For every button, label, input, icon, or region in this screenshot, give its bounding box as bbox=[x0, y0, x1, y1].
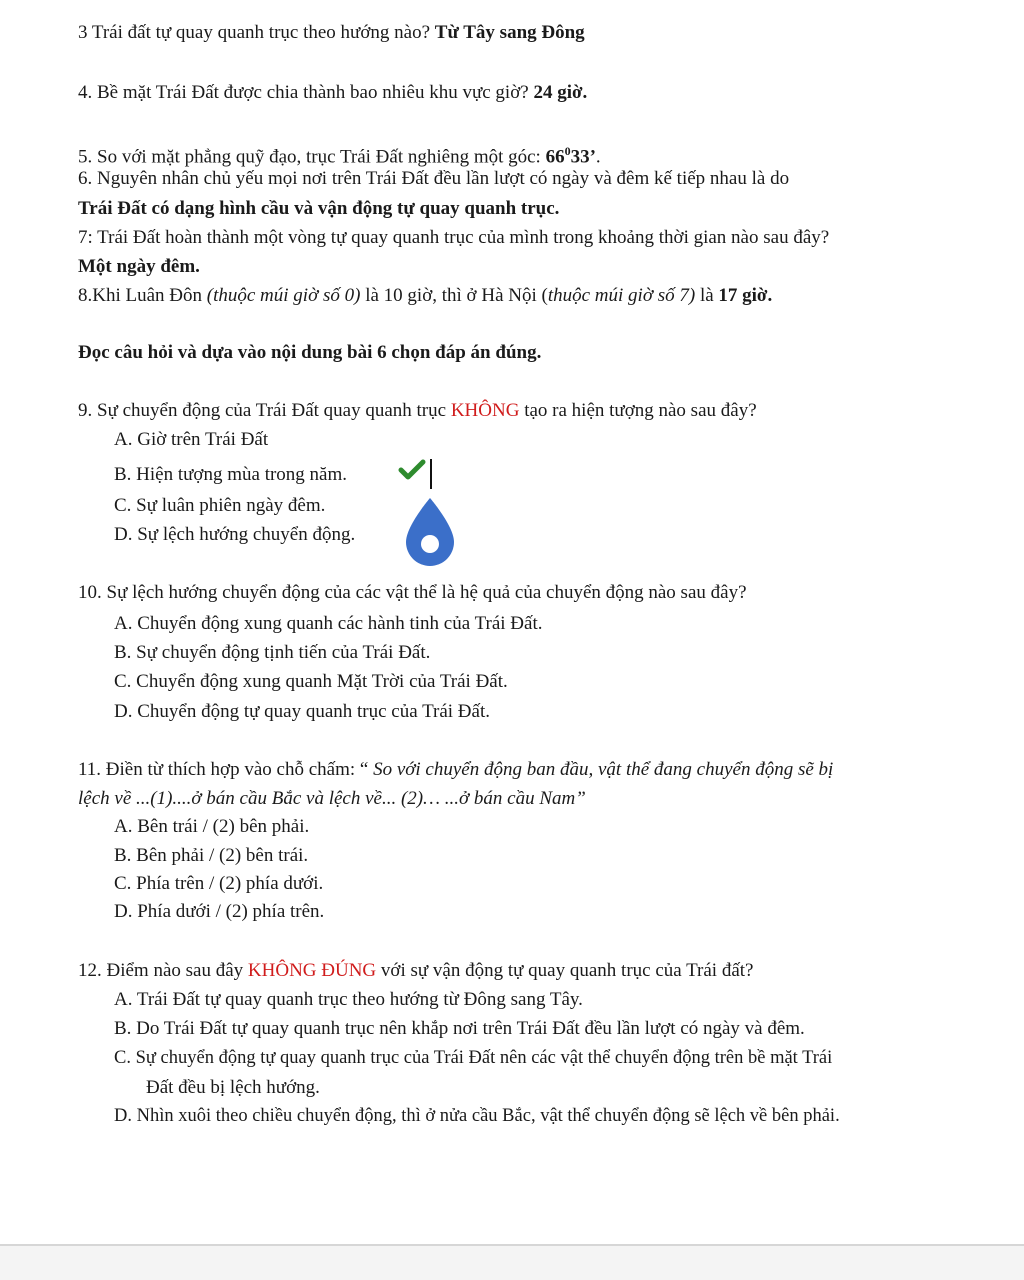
section-heading: Đọc câu hỏi và dựa vào nội dung bài 6 chọn đáp án đúng. bbox=[78, 342, 542, 363]
question-7: 7: Trái Đất hoàn thành một vòng tự quay quanh trục của mình trong khoảng thời gian nào sau đây? bbox=[78, 227, 830, 248]
question-11: 11. Điền từ thích hợp vào chỗ chấm: “ So với chuyển động ban đầu, vật thể đang chuyển động sẽ bị bbox=[78, 759, 834, 780]
text-cursor bbox=[430, 459, 432, 489]
q12-option-b: B. Do Trái Đất tự quay quanh trục nên khắp nơi trên Trái Đất đều lần lượt có ngày và đêm. bbox=[114, 1018, 805, 1039]
q10-option-d: D. Chuyển động tự quay quanh trục của Trái Đất. bbox=[114, 701, 490, 722]
q12-option-a: A. Trái Đất tự quay quanh trục theo hướng từ Đông sang Tây. bbox=[114, 989, 583, 1010]
question-6-answer: Trái Đất có dạng hình cầu và vận động tự quay quanh trục. bbox=[78, 198, 560, 219]
q9-option-d: D. Sự lệch hướng chuyển động. bbox=[114, 524, 356, 545]
q9-option-c: C. Sự luân phiên ngày đêm. bbox=[114, 495, 326, 516]
q9-option-a: A. Giờ trên Trái Đất bbox=[114, 429, 269, 450]
question-12: 12. Điểm nào sau đây KHÔNG ĐÚNG với sự vận động tự quay quanh trục của Trái đất? bbox=[78, 960, 754, 981]
question-3: 3 Trái đất tự quay quanh trục theo hướng nào? Từ Tây sang Đông bbox=[78, 22, 585, 43]
q11-option-d: D. Phía dưới / (2) phía trên. bbox=[114, 901, 325, 922]
question-6: 6. Nguyên nhân chủ yếu mọi nơi trên Trái Đất đều lần lượt có ngày và đêm kế tiếp nhau là do bbox=[78, 168, 790, 189]
page-gap bbox=[0, 1246, 1024, 1280]
question-4: 4. Bề mặt Trái Đất được chia thành bao nhiêu khu vực giờ? 24 giờ. bbox=[78, 82, 588, 103]
q12-option-c: C. Sự chuyển động tự quay quanh trục của Trái Đất nên các vật thể chuyển động trên bề mặt Trái bbox=[114, 1048, 833, 1068]
question-11-cont: lệch về ...(1)....ở bán cầu Bắc và lệch về... (2)… ...ở bán cầu Nam” bbox=[78, 788, 586, 809]
text-selection-handle-icon[interactable] bbox=[402, 496, 458, 568]
checkmark-icon bbox=[398, 459, 426, 481]
q11-option-b: B. Bên phải / (2) bên trái. bbox=[114, 845, 309, 866]
q9-option-b: B. Hiện tượng mùa trong năm. bbox=[114, 464, 348, 485]
question-8: 8.Khi Luân Đôn (thuộc múi giờ số 0) là 10 giờ, thì ở Hà Nội (thuộc múi giờ số 7) là 17 giờ. bbox=[78, 285, 773, 306]
q10-option-a: A. Chuyển động xung quanh các hành tinh của Trái Đất. bbox=[114, 613, 543, 634]
q11-option-c: C. Phía trên / (2) phía dưới. bbox=[114, 873, 324, 894]
question-5: 5. So với mặt phẳng quỹ đạo, trục Trái Đất nghiêng một góc: $66^033$’. bbox=[78, 144, 601, 168]
question-10: 10. Sự lệch hướng chuyển động của các vật thể là hệ quả của chuyển động nào sau đây? bbox=[78, 582, 747, 603]
q11-option-a: A. Bên trái / (2) bên phải. bbox=[114, 816, 310, 837]
q12-option-c-cont: Đất đều bị lệch hướng. bbox=[146, 1077, 320, 1098]
question-9: 9. Sự chuyển động của Trái Đất quay quanh trục KHÔNG tạo ra hiện tượng nào sau đây? bbox=[78, 400, 757, 421]
question-7-answer: Một ngày đêm. bbox=[78, 256, 200, 277]
q10-option-c: C. Chuyển động xung quanh Mặt Trời của Trái Đất. bbox=[114, 671, 508, 692]
q12-option-d: D. Nhìn xuôi theo chiều chuyển động, thì ở nửa cầu Bắc, vật thể chuyển động sẽ lệch về bên phải. bbox=[114, 1106, 840, 1126]
q10-option-b: B. Sự chuyển động tịnh tiến của Trái Đất. bbox=[114, 642, 431, 663]
